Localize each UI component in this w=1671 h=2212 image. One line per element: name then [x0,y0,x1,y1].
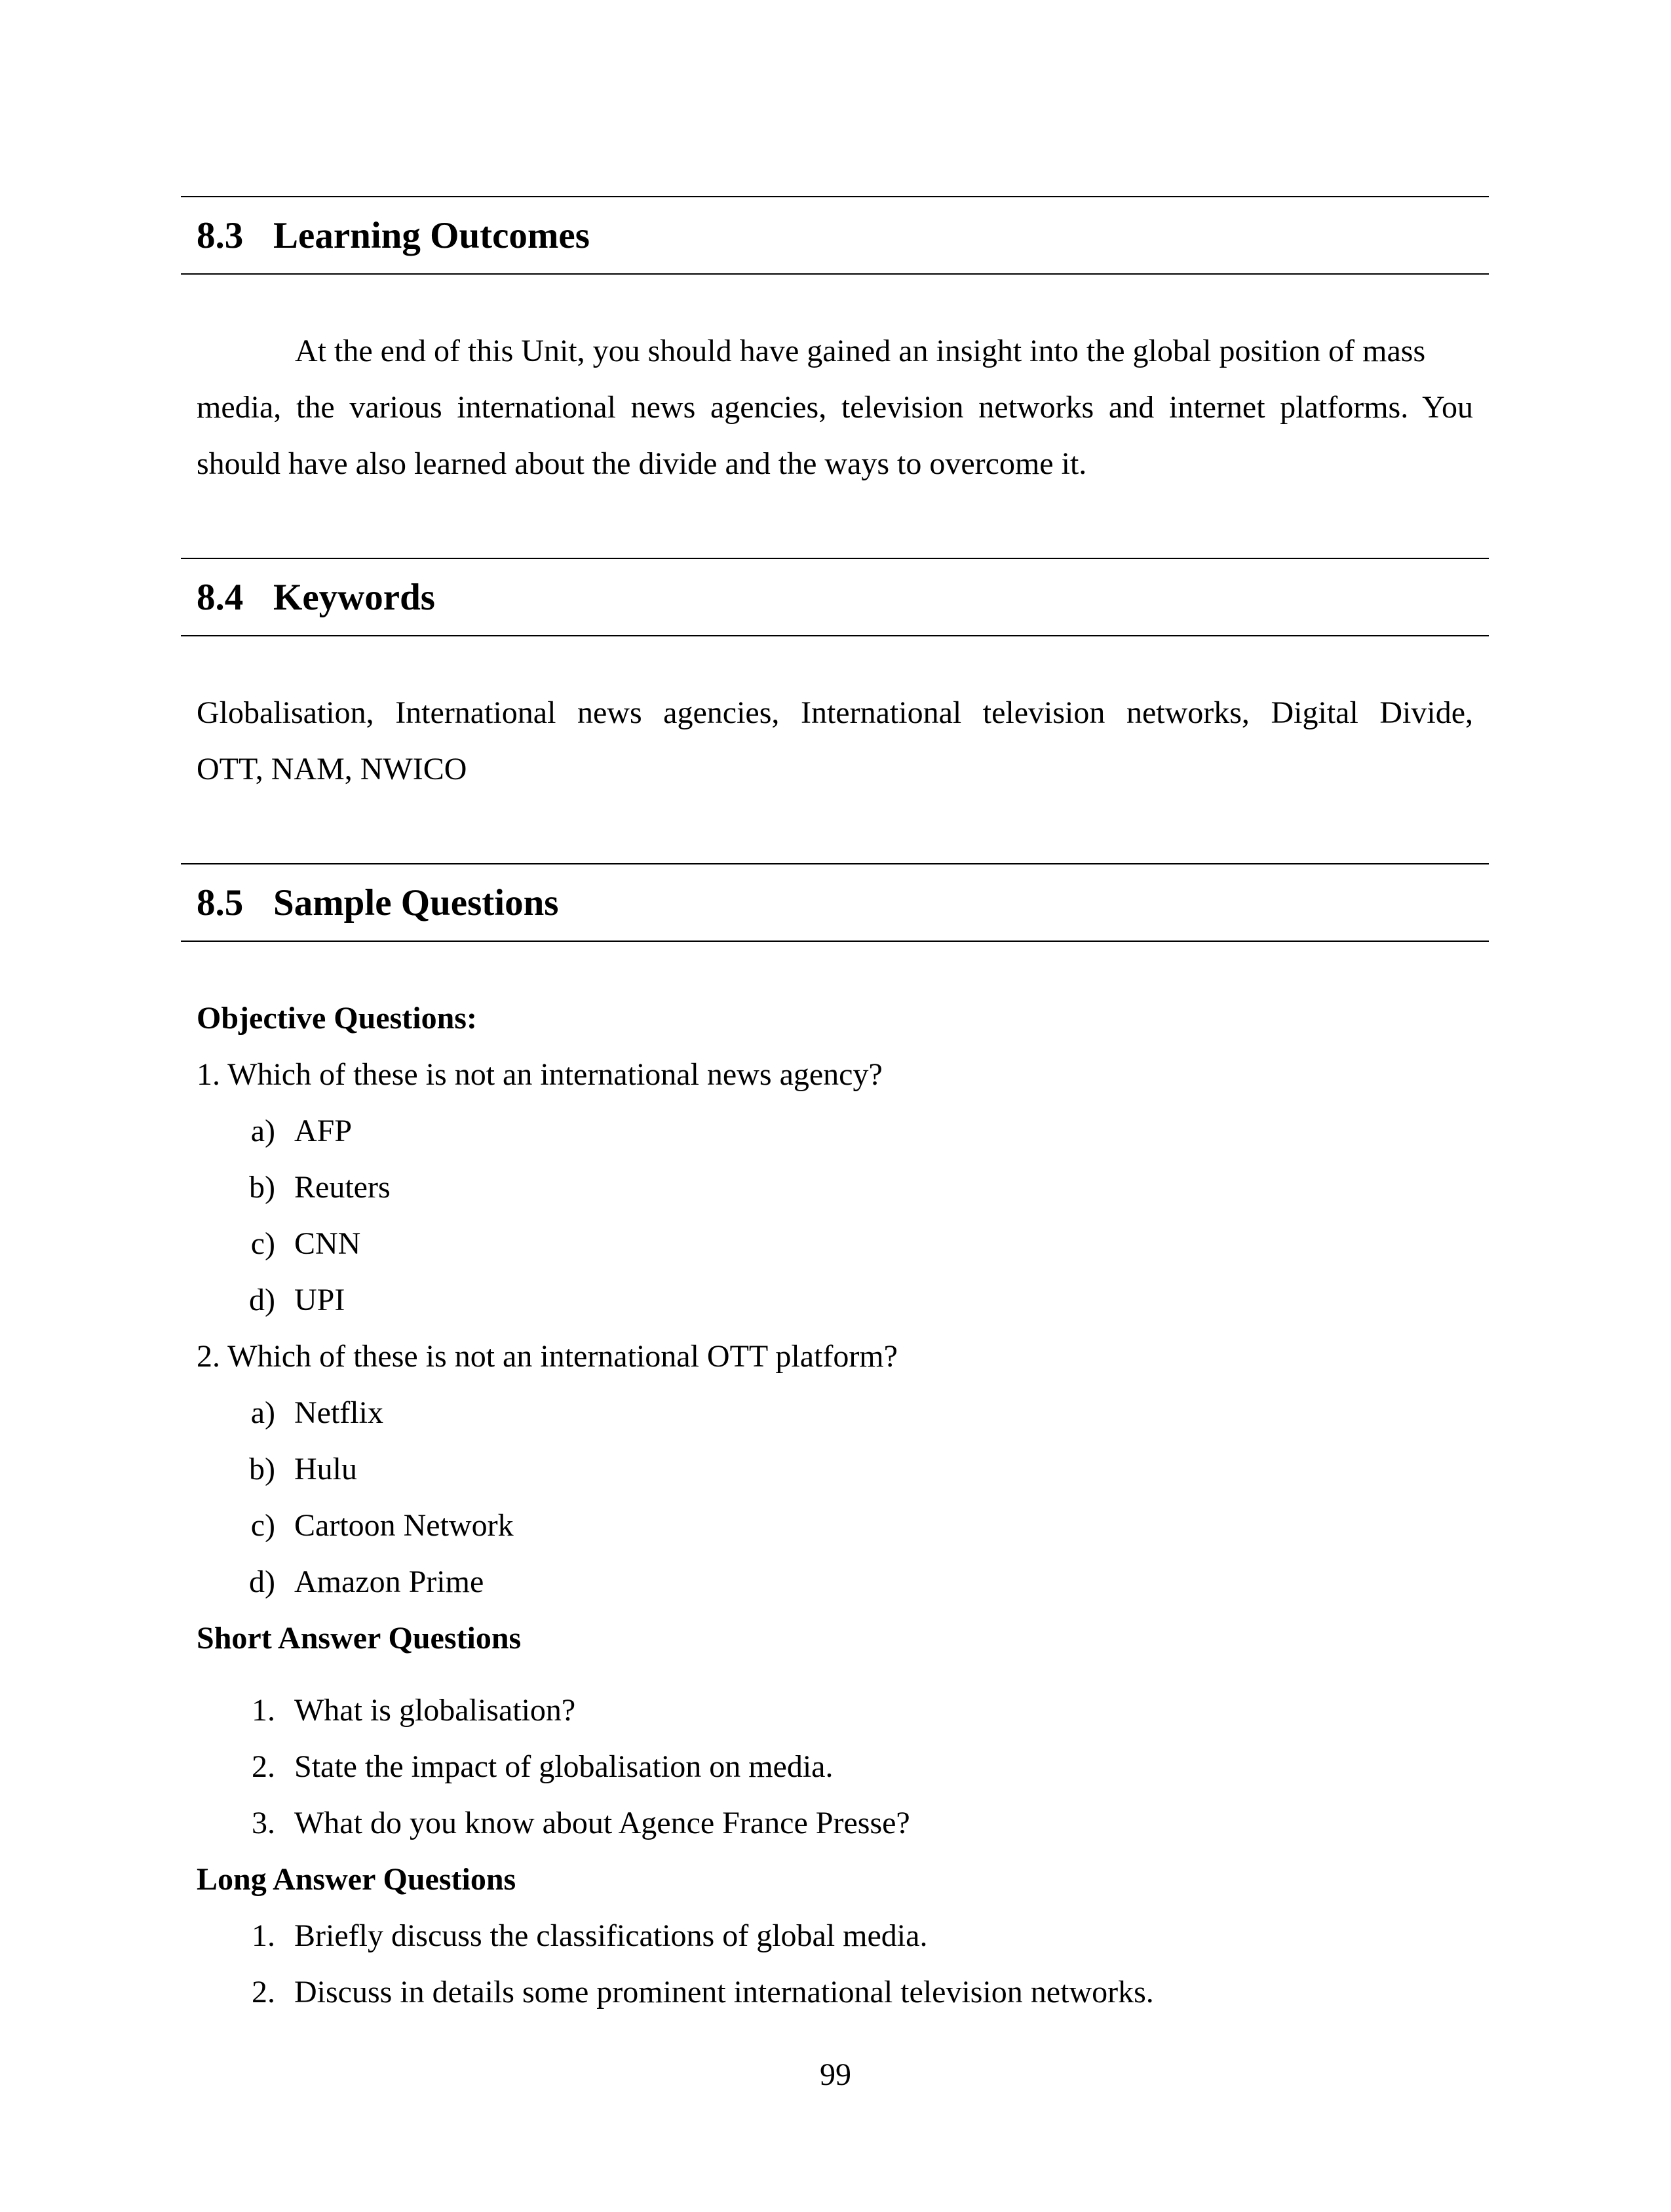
list-marker: 3. [252,1806,275,1840]
option-marker: c) [250,1508,275,1543]
list-item: Briefly discuss the classifications of global media. [294,1918,928,1953]
paragraph-line: media, the various international news agencies, television networks and internet platforms. You [197,390,1473,425]
section-number: 8.4 [197,577,244,618]
option-marker: b) [249,1170,275,1205]
list-marker: 1. [252,1918,275,1953]
list-marker: 1. [252,1693,275,1728]
option-text: Reuters [294,1170,391,1205]
option-text: AFP [294,1114,353,1148]
section-rule-bottom [181,635,1489,636]
option-marker: b) [249,1452,275,1486]
keywords-line: OTT, NAM, NWICO [197,752,467,786]
short-answer-heading: Short Answer Questions [197,1621,522,1656]
objective-questions-heading: Objective Questions: [197,1001,477,1036]
section-rule-top [181,196,1489,197]
section-number: 8.3 [197,215,244,256]
section-title: Sample Questions [273,882,559,923]
option-marker: a) [250,1395,275,1430]
option-marker: a) [250,1114,275,1148]
option-marker: d) [249,1564,275,1599]
section-rule-top [181,558,1489,559]
question-text: 1. Which of these is not an international news agency? [197,1057,883,1092]
paragraph-line: At the end of this Unit, you should have gained an insight into the global position of mass [295,334,1426,368]
section-title: Keywords [273,577,435,618]
option-text: Cartoon Network [294,1508,514,1543]
section-rule-top [181,863,1489,864]
option-text: Netflix [294,1395,383,1430]
list-item: State the impact of globalisation on media. [294,1749,834,1784]
option-text: UPI [294,1283,345,1317]
question-text: 2. Which of these is not an international OTT platform? [197,1339,898,1374]
section-heading-learning-outcomes [197,217,590,254]
section-title: Learning Outcomes [273,215,590,256]
option-marker: d) [249,1283,275,1317]
page-number: 99 [820,2057,851,2092]
list-marker: 2. [252,1975,275,2009]
option-text: CNN [294,1226,361,1261]
section-heading-sample-questions [197,884,559,922]
section-rule-bottom [181,941,1489,942]
section-rule-bottom [181,273,1489,275]
option-text: Amazon Prime [294,1564,484,1599]
paragraph-line: should have also learned about the divide and the ways to overcome it. [197,446,1087,481]
list-item: What is globalisation? [294,1693,576,1728]
option-text: Hulu [294,1452,357,1486]
keywords-line: Globalisation, International news agencies, International television networks, Digital Divide, [197,695,1473,730]
list-item: Discuss in details some prominent international television networks. [294,1975,1154,2009]
section-number: 8.5 [197,882,244,923]
option-marker: c) [250,1226,275,1261]
section-heading-keywords [197,579,435,616]
list-marker: 2. [252,1749,275,1784]
list-item: What do you know about Agence France Presse? [294,1806,910,1840]
long-answer-heading: Long Answer Questions [197,1862,516,1897]
